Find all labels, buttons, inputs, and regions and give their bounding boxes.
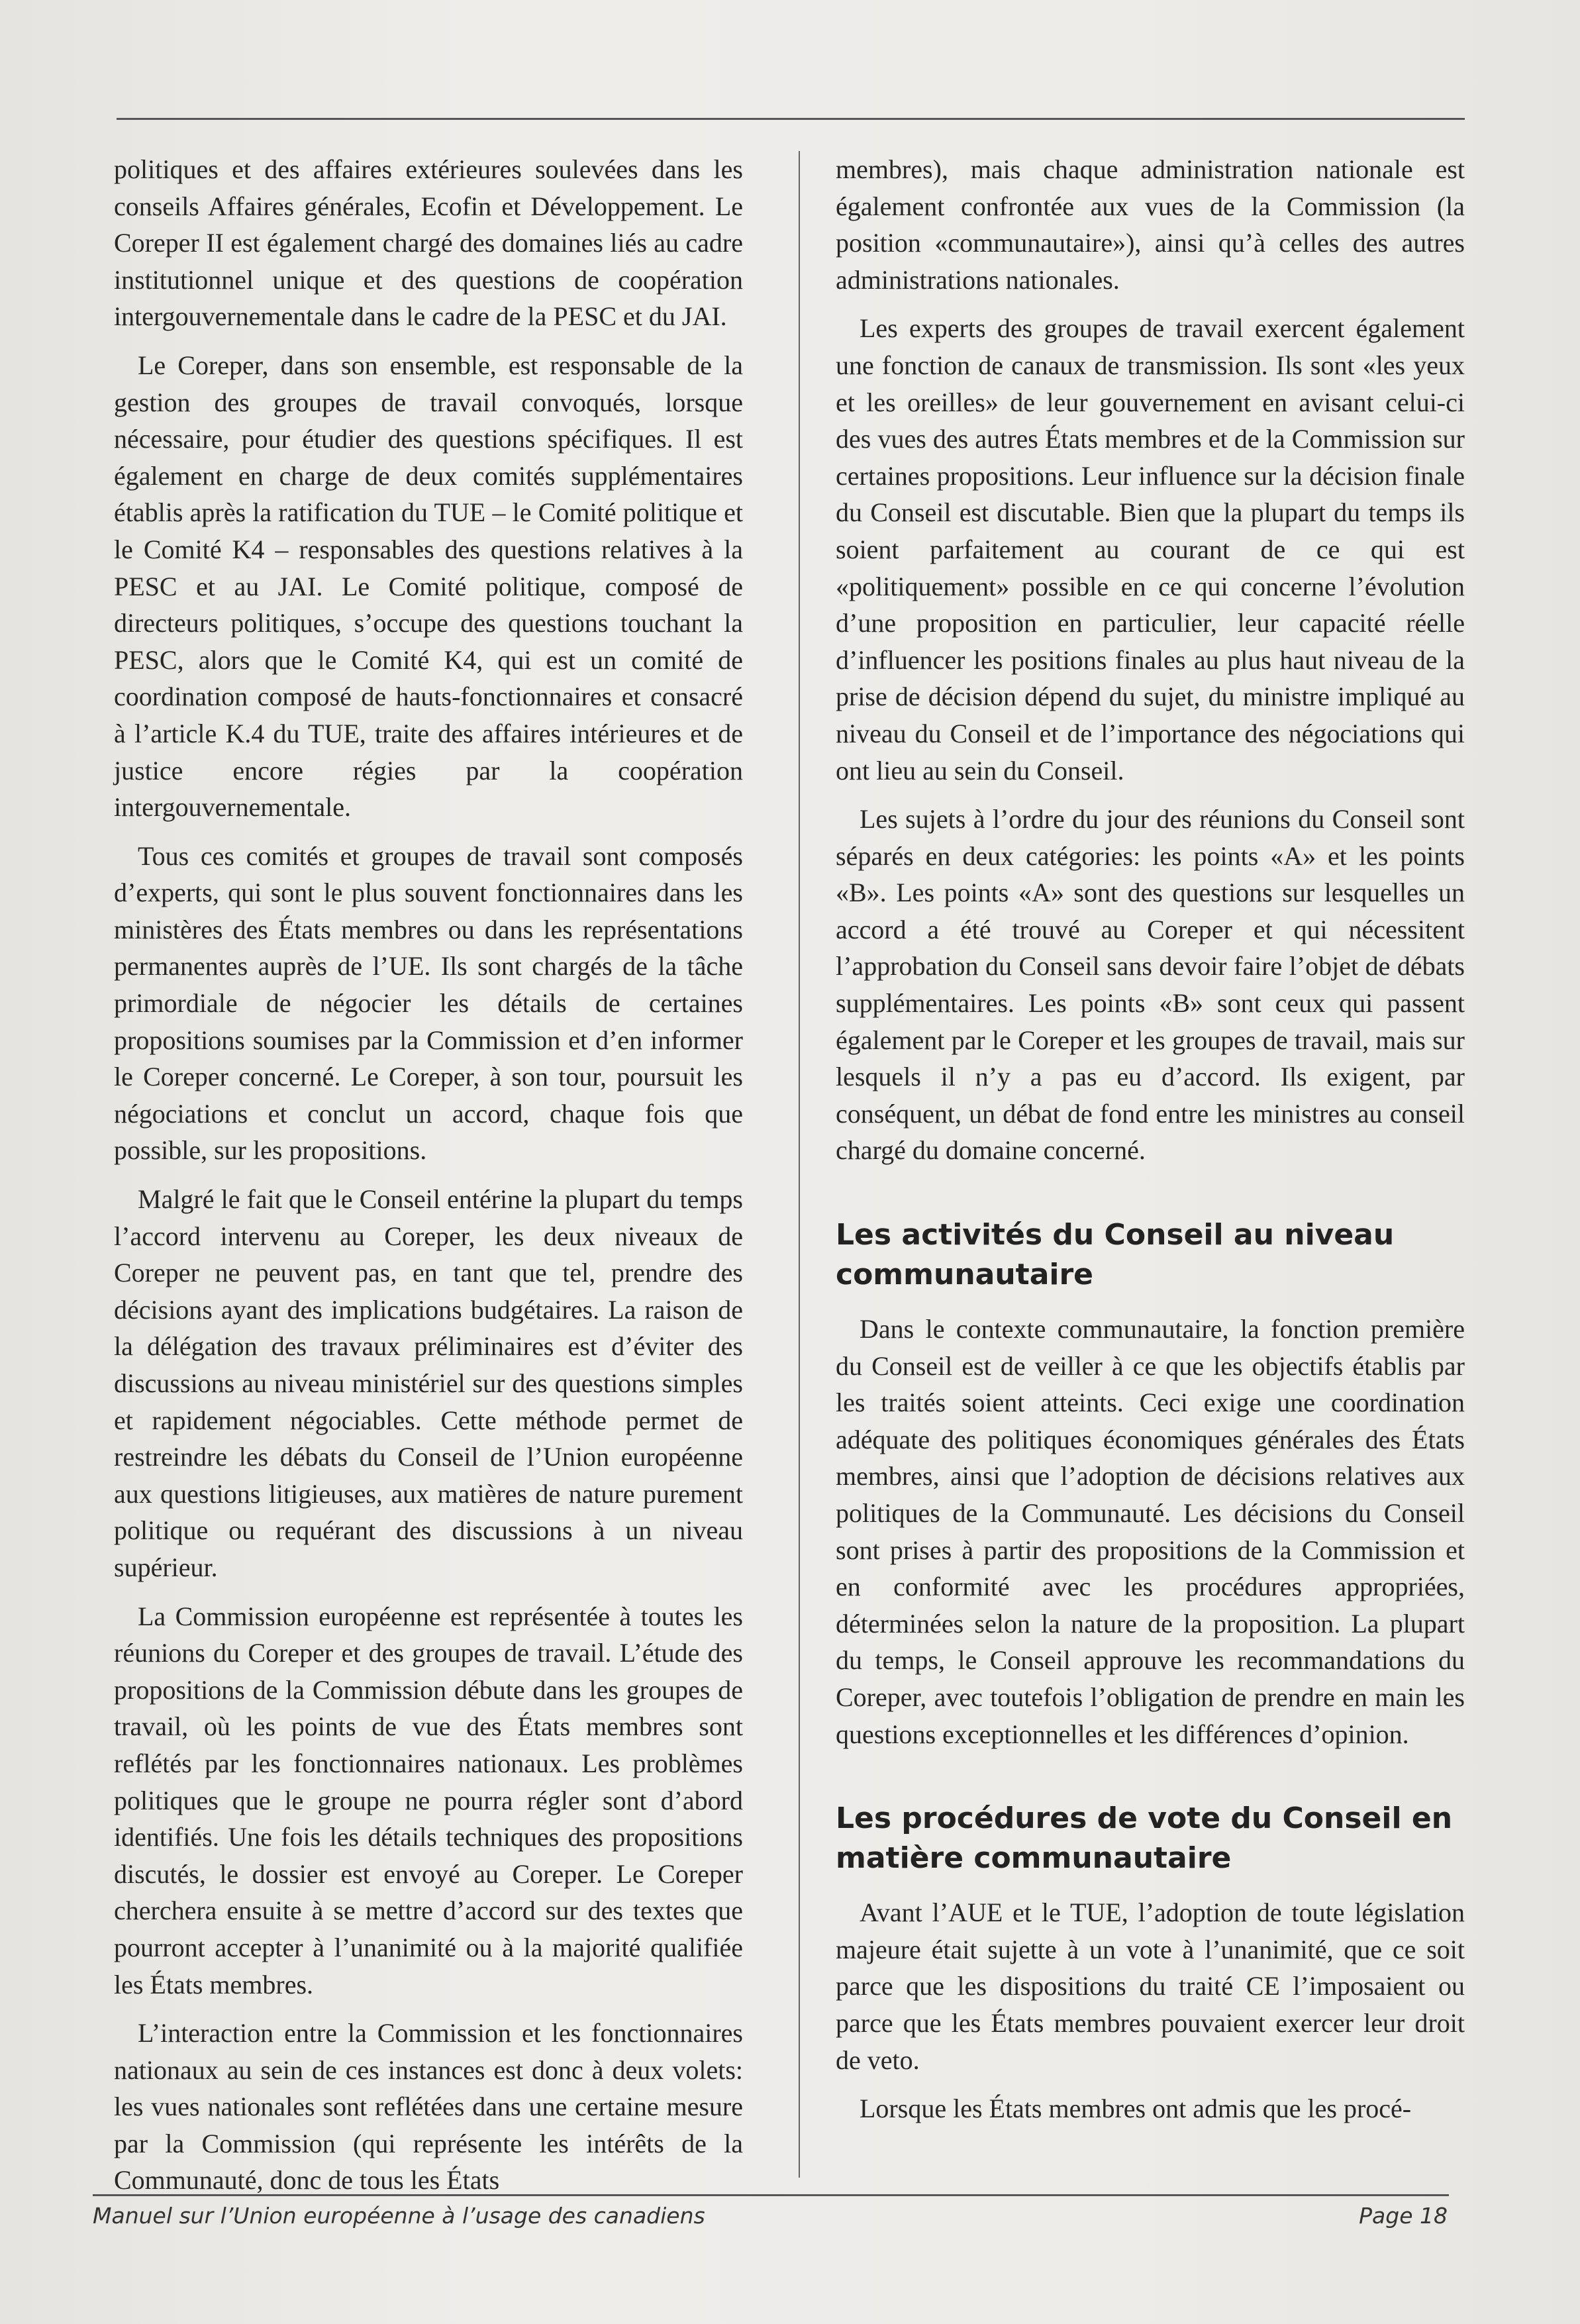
section-heading: Les activités du Conseil au niveau communautaire	[836, 1218, 1395, 1292]
paragraph: Le Coreper, dans son ensemble, est responsable de la gestion des groupes de travail convoqués, lorsque nécessaire, pour étudier des questions spécifiques. Il est également en charge de deux comités supplémentaires établis après la ratification du TUE – le Comité politique et le Comité K4 – responsables des questions relatives à la PESC et au JAI. Le Comité politique, composé de directeurs politiques, s’occupe des questions touchant la PESC, alors que le Comité K4, qui est un comité de coordination composé de hauts-fonctionnaires et consacré à l’article K.4 du TUE, traite des affaires intérieures et de justice encore régies par la coopération intergouvernementale.	[114, 350, 743, 823]
paragraph: Lorsque les États membres ont admis que les procé-	[860, 2094, 1412, 2124]
paragraph: Les sujets à l’ordre du jour des réunions du Conseil sont séparés en deux catégories: les points «A» et les points «B». Les points «A» sont des questions sur lesquelles un accord a été trouvé au Coreper et qui nécessitent l’approbation du Conseil sans devoir faire l’objet de débats supplémentaires. Les points «B» sont ceux qui passent également par le Coreper et les groupes de travail, mais sur lesquels il n’y a pas eu d’accord. Ils exigent, par conséquent, un débat de fond entre les ministres au conseil chargé du domaine concerné.	[836, 804, 1465, 1166]
paragraph: membres), mais chaque administration nationale est également confrontée aux vues de la Commission (la position «communautaire»), ainsi qu’à celles des autres administrations nationales.	[836, 154, 1465, 295]
paragraph: La Commission européenne est représentée à toutes les réunions du Coreper et des groupes de travail. L’étude des propositions de la Commission débute dans les groupes de travail, où les points de vue des États membres sont reflétés par les fonctionnaires nationaux. Les problèmes politiques que le groupe ne pourra régler sont d’abord identifiés. Une fois les détails techniques des propositions discutés, le dossier est envoyé au Coreper. Le Coreper cherchera ensuite à se mettre d’accord sur des textes que pourront accepter à l’unanimité ou à la majorité qualifiée les États membres.	[114, 1601, 743, 1999]
paragraph: Les experts des groupes de travail exercent également une fonction de canaux de transmission. Ils sont «les yeux et les oreilles» de leur gouvernement en avisant celui-ci des vues des autres États membres et de la Commission sur certaines propositions. Leur influence sur la décision finale du Conseil est discutable. Bien que la plupart du temps ils soient parfaitement au courant de ce qui est «politiquement» possible en ce qui concerne l’évolution d’une proposition en particulier, leur capacité réelle d’influencer les positions finales au plus haut niveau de la prise de décision dépend du sujet, du ministre impliqué au niveau du Conseil et de l’importance des négociations qui ont lieu au sein du Conseil.	[836, 313, 1465, 785]
footer-rule	[93, 2194, 1449, 2196]
page-number: Page 18	[1359, 2203, 1448, 2229]
paragraph: L’interaction entre la Commission et les fonctionnaires nationaux au sein de ces instances est donc à deux volets: les vues nationales sont reflétées dans une certaine mesure par la Commission (qui représente les intérêts de la Communauté, donc de tous les États	[114, 2018, 743, 2196]
paragraph: Malgré le fait que le Conseil entérine la plupart du temps l’accord intervenu au Coreper, les deux niveaux de Coreper ne peuvent pas, en tant que tel, prendre des décisions ayant des implications budgétaires. La raison de la délégation des travaux préliminaires est d’éviter des discussions au niveau ministériel sur des questions simples et rapidement négociables. Cette méthode permet de restreindre les débats du Conseil de l’Union européenne aux questions litigieuses, aux matières de nature purement politique ou requérant des discussions à un niveau supérieur.	[114, 1184, 743, 1582]
paragraph: Tous ces comités et groupes de travail sont composés d’experts, qui sont le plus souvent fonctionnaires dans les ministères des États membres ou dans les représentations permanentes auprès de l’UE. Ils sont chargés de la tâche primordiale de négocier les détails de certaines propositions soumises par la Commission et d’en informer le Coreper concerné. Le Coreper, à son tour, poursuit les négociations et conclut un accord, chaque fois que possible, sur les propositions.	[114, 840, 743, 1166]
paragraph: Avant l’AUE et le TUE, l’adoption de toute législation majeure était sujette à un vote à l’unanimité, que ce soit parce que les dispositions du traité CE l’imposaient ou parce que les États membres pouvaient exercer leur droit de veto.	[836, 1897, 1465, 2075]
section-heading: Les procédures de vote du Conseil en matière communautaire	[836, 1801, 1453, 1876]
paragraph: Dans le contexte communautaire, la fonction première du Conseil est de veiller à ce que les objectifs établis par les traités soient atteints. Ceci exige une coordination adéquate des politiques économiques générales des États membres, ainsi que l’adoption de décisions relatives aux politiques de la Communauté. Les décisions du Conseil sont prises à partir des propositions de la Commission et en conformité avec les procédures appropriées, déterminées selon la nature de la proposition. La plupart du temps, le Conseil approuve les recommandations du Coreper, avec toutefois l’obligation de prendre en main les questions exceptionnelles et les différences d’opinion.	[836, 1314, 1465, 1749]
paragraph: politiques et des affaires extérieures soulevées dans les conseils Affaires générales, Ecofin et Développement. Le Coreper II est également chargé des domaines liés au cadre institutionnel unique et des questions de coopération intergouvernementale dans le cadre de la PESC et du JAI.	[114, 154, 743, 332]
top-rule	[117, 118, 1465, 120]
left-column	[114, 151, 743, 2211]
column-divider	[799, 151, 800, 2178]
footer-title: Manuel sur l’Union européenne à l’usage des canadiens	[93, 2203, 705, 2229]
right-column	[836, 151, 1465, 2139]
